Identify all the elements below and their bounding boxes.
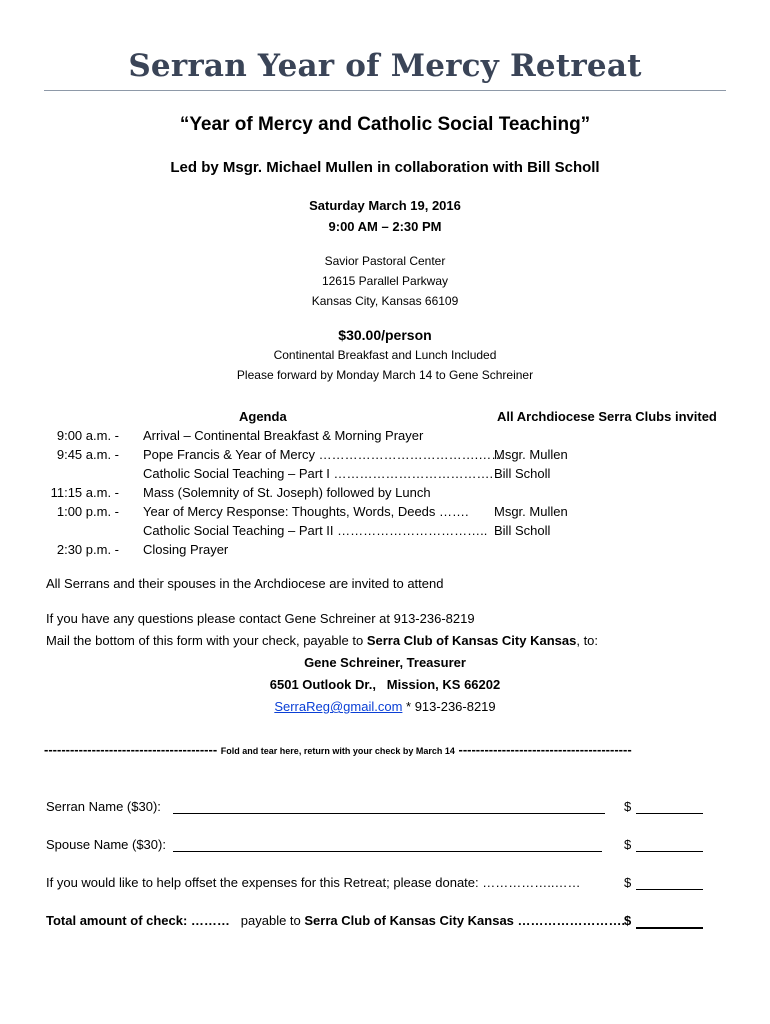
agenda-time: 9:00 a.m. - [56, 428, 119, 443]
agenda-heading: Agenda [239, 409, 287, 424]
serran-amount-field[interactable] [636, 813, 703, 814]
tear-instructions: Fold and tear here, return with your check by March 14 [220, 746, 455, 756]
agenda-item: Mass (Solemnity of St. Joseph) followed by Lunch [143, 485, 431, 500]
invite-text: All Serrans and their spouses in the Archdiocese are invited to attend [46, 576, 444, 591]
total-label: Total amount of check: ……… [46, 913, 230, 928]
venue-name: Savior Pastoral Center [324, 254, 446, 268]
total-dots: ……………………. [513, 913, 626, 928]
treasurer-phone: * 913-236-8219 [402, 699, 496, 714]
mail-instructions [46, 633, 598, 648]
tear-line [44, 742, 726, 757]
meals-note: Continental Breakfast and Lunch Included [273, 348, 497, 362]
tear-dashes-left: ---------------------------------------- [44, 742, 218, 757]
donation-amount-field[interactable] [636, 889, 703, 890]
agenda-presenter: Bill Scholl [494, 466, 551, 481]
total-payable-prefix: payable to [240, 913, 305, 928]
forward-note: Please forward by Monday March 14 to Gene Schreiner [236, 368, 534, 382]
spouse-name-label: Spouse Name ($30): [46, 837, 166, 852]
led-by-line: Led by Msgr. Michael Mullen in collaboration with Bill Scholl [170, 159, 600, 176]
invite-heading: All Archdiocese Serra Clubs invited [497, 409, 717, 424]
subtitle: “Year of Mercy and Catholic Social Teaching” [179, 114, 591, 135]
spouse-amount-field[interactable] [636, 851, 703, 852]
agenda-time: 11:15 a.m. - [50, 485, 119, 500]
agenda-time: 2:30 p.m. - [56, 542, 119, 557]
total-payee: Serra Club of Kansas City Kansas [304, 913, 514, 928]
dollar-sign: $ [624, 799, 632, 814]
venue-street: 12615 Parallel Parkway [321, 274, 449, 288]
contact-text: If you have any questions please contact Gene Schreiner at 913-236-8219 [46, 611, 475, 626]
agenda-presenter: Bill Scholl [494, 523, 551, 538]
total-line [46, 913, 625, 928]
agenda-item: Catholic Social Teaching – Part II …………………………….. [143, 523, 488, 538]
price: $30.00/person [338, 327, 432, 343]
email-link[interactable]: SerraReg@gmail.com [274, 699, 403, 714]
agenda-item: Arrival – Continental Breakfast & Morning Prayer [143, 428, 424, 443]
serran-name-label: Serran Name ($30): [46, 799, 161, 814]
title-rule [44, 90, 726, 91]
treasurer-address: 6501 Outlook Dr., Mission, KS 66202 [269, 677, 501, 692]
mail-prefix: Mail the bottom of this form with your check, payable to [46, 633, 367, 648]
venue-city: Kansas City, Kansas 66109 [311, 294, 459, 308]
serran-name-field[interactable] [173, 813, 605, 814]
agenda-item: Closing Prayer [143, 542, 229, 557]
agenda-item: Pope Francis & Year of Mercy ……………………………….…… [143, 447, 505, 462]
total-amount-field[interactable] [636, 927, 703, 929]
dollar-sign: $ [624, 913, 632, 928]
treasurer-name: Gene Schreiner, Treasurer [304, 655, 466, 670]
agenda-item: Year of Mercy Response: Thoughts, Words, Deeds ……. [143, 504, 469, 519]
agenda-presenter: Msgr. Mullen [494, 504, 568, 519]
dollar-sign: $ [624, 837, 632, 852]
mail-payee: Serra Club of Kansas City Kansas [366, 633, 577, 648]
event-date: Saturday March 19, 2016 [309, 198, 461, 213]
treasurer-contact [0, 699, 770, 714]
spouse-name-field[interactable] [173, 851, 602, 852]
agenda-time: 1:00 p.m. - [56, 504, 119, 519]
tear-dashes-right: ---------------------------------------- [458, 742, 632, 757]
mail-suffix: , to: [576, 633, 599, 648]
agenda-time: 9:45 a.m. - [56, 447, 119, 462]
agenda-presenter: Msgr. Mullen [494, 447, 568, 462]
donation-label: If you would like to help offset the expenses for this Retreat; please donate: ……………..…… [46, 875, 581, 890]
event-time: 9:00 AM – 2:30 PM [328, 219, 442, 234]
dollar-sign: $ [624, 875, 632, 890]
document-title: Serran Year of Mercy Retreat [128, 48, 642, 84]
agenda-item: Catholic Social Teaching – Part I ………………………………. [143, 466, 494, 481]
